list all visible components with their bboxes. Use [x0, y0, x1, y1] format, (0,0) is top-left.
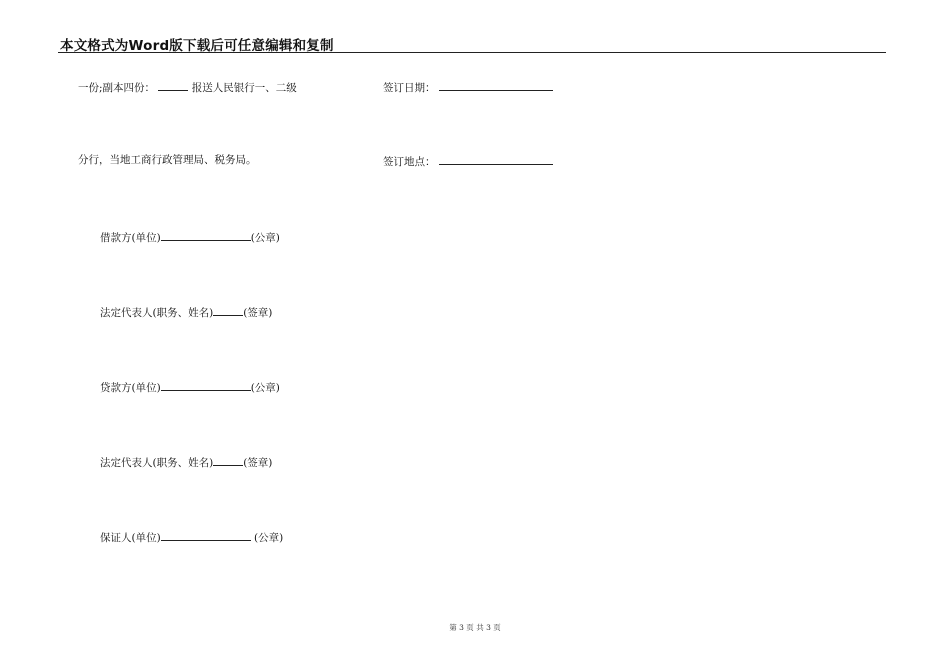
borrower-label: 借款方(单位)	[100, 232, 161, 244]
sign-date-blank[interactable]	[439, 79, 553, 91]
borrower-representative-seal-label: (签章)	[243, 307, 273, 319]
lender-representative-seal-label: (签章)	[243, 457, 273, 469]
sign-place-blank[interactable]	[439, 153, 553, 165]
lender-seal-label: (公章)	[250, 382, 280, 394]
guarantor-seal-label: (公章)	[250, 532, 284, 544]
lender-representative-blank[interactable]	[213, 454, 243, 466]
guarantor-label: 保证人(单位)	[100, 532, 161, 544]
lender-blank[interactable]	[161, 379, 251, 391]
copies-recipients-text: 报送人民银行一、二级	[191, 82, 297, 94]
lender-label: 贷款方(单位)	[100, 382, 161, 394]
borrower-representative-blank[interactable]	[213, 304, 243, 316]
page-header-title: 本文格式为Word版下载后可任意编辑和复制	[60, 38, 334, 54]
page-number-footer: 第 3 页 共 3 页	[449, 623, 501, 632]
header-divider	[58, 52, 886, 53]
guarantor-signature-line	[100, 529, 283, 545]
guarantor-blank[interactable]	[161, 529, 251, 541]
copies-line	[78, 79, 297, 95]
recipients-text: 分行，当地工商行政管理局、税务局。	[78, 154, 257, 166]
lender-representative-label: 法定代表人(职务、姓名)	[100, 457, 214, 469]
borrower-representative-label: 法定代表人(职务、姓名)	[100, 307, 214, 319]
lender-representative-line	[100, 454, 272, 470]
lender-signature-line	[100, 379, 280, 395]
sign-date-line	[383, 79, 553, 95]
sign-place-line	[383, 153, 553, 169]
copies-text: 一份;副本四份：	[78, 82, 156, 94]
borrower-representative-line	[100, 304, 272, 320]
borrower-seal-label: (公章)	[250, 232, 280, 244]
borrower-signature-line	[100, 229, 280, 245]
copies-blank[interactable]	[158, 79, 188, 91]
sign-date-label: 签订日期：	[383, 82, 436, 94]
sign-place-label: 签订地点：	[383, 156, 436, 168]
recipients-line	[78, 153, 257, 167]
borrower-blank[interactable]	[161, 229, 251, 241]
